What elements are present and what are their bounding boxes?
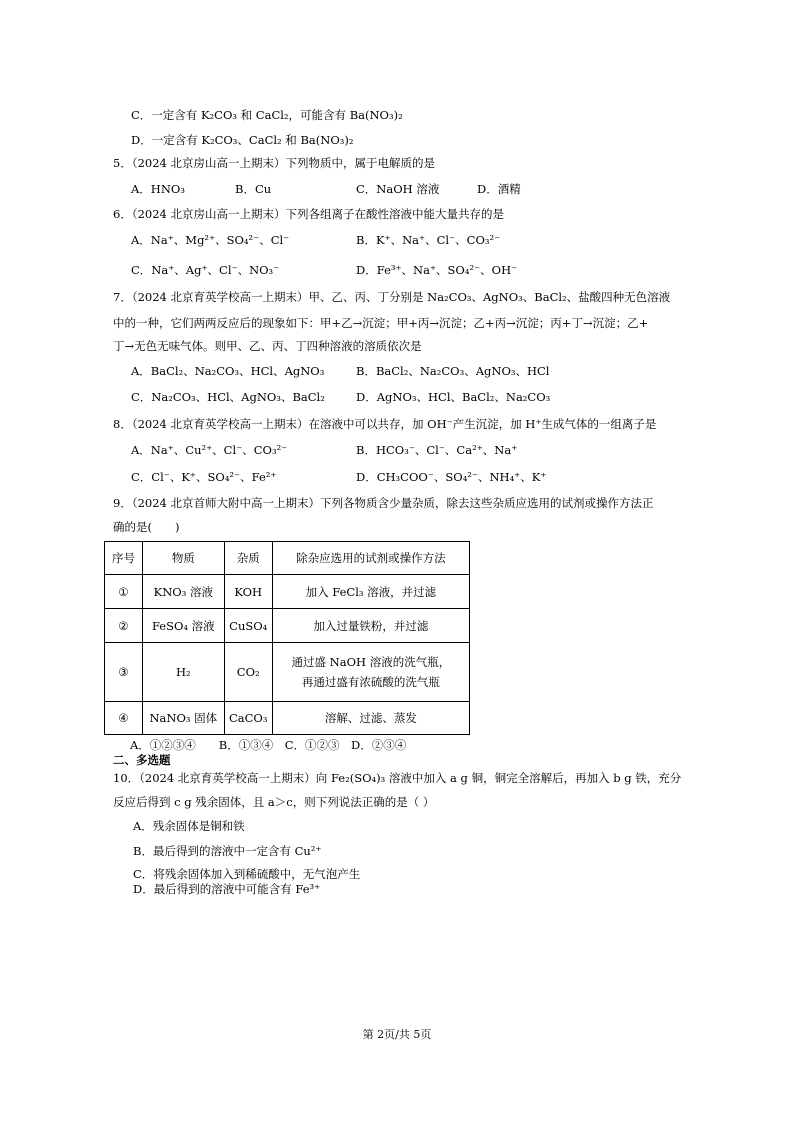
table-cell: CO₂ <box>224 643 272 702</box>
q5-option-a: A．HNO₃ <box>131 182 185 196</box>
q7-option-a: A．BaCl₂、Na₂CO₃、HCl、AgNO₃ <box>131 364 325 378</box>
q7-stem-line2: 中的一种，它们两两反应后的现象如下：甲+乙→沉淀；甲+丙→沉淀；乙+丙→沉淀；丙+丁→沉淀；乙+ <box>113 316 649 330</box>
impurity-table <box>104 541 470 735</box>
q9-stem-line1: 9．（2024 北京首师大附中高一上期末）下列各物质含少量杂质，除去这些杂质应选用的试剂或操作方法正 <box>113 496 654 510</box>
q5-option-c: C．NaOH 溶液 <box>356 182 440 196</box>
q8-option-d: D．CH₃COO⁻、SO₄²⁻、NH₄⁺、K⁺ <box>356 470 547 484</box>
q10-option-c: C．将残余固体加入到稀硫酸中，无气泡产生 <box>133 867 361 881</box>
table-row <box>105 643 470 702</box>
q10-option-b: B．最后得到的溶液中一定含有 Cu²⁺ <box>133 844 322 858</box>
q4-option-d: D．一定含有 K₂CO₃、CaCl₂ 和 Ba(NO₃)₂ <box>131 133 354 147</box>
q6-stem: 6．（2024 北京房山高一上期末）下列各组离子在酸性溶液中能大量共存的是 <box>113 207 504 221</box>
table-cell: CaCO₃ <box>224 702 272 735</box>
table-cell: ③ <box>105 643 143 702</box>
table-row <box>105 575 470 609</box>
q7-option-c: C．Na₂CO₃、HCl、AgNO₃、BaCl₂ <box>131 390 325 404</box>
table-header-row <box>105 542 470 575</box>
table-row <box>105 609 470 643</box>
table-cell-line: 再通过盛有浓硫酸的洗气瓶 <box>301 675 440 689</box>
table-cell-line: 通过盛 NaOH 溶液的洗气瓶， <box>291 655 451 669</box>
table-cell: NaNO₃ 固体 <box>142 702 224 735</box>
table-cell <box>272 643 469 702</box>
q8-option-c: C．Cl⁻、K⁺、SO₄²⁻、Fe²⁺ <box>131 470 277 484</box>
table-header-cell: 杂质 <box>224 542 272 575</box>
table-cell: ④ <box>105 702 143 735</box>
q7-stem-line3: 丁→无色无味气体。则甲、乙、丙、丁四种溶液的溶质依次是 <box>113 339 422 353</box>
table-cell: KNO₃ 溶液 <box>142 575 224 609</box>
table-header-cell: 物质 <box>142 542 224 575</box>
q5-stem: 5．（2024 北京房山高一上期末）下列物质中，属于电解质的是 <box>113 156 435 170</box>
table-cell: 加入过量铁粉，并过滤 <box>272 609 469 643</box>
table-cell: CuSO₄ <box>224 609 272 643</box>
table-cell: ① <box>105 575 143 609</box>
q10-stem-line1: 10．（2024 北京育英学校高一上期末）向 Fe₂(SO₄)₃ 溶液中加入 a g 铜，铜完全溶解后，再加入 b g 铁，充分 <box>113 771 682 785</box>
q7-option-d: D．AgNO₃、HCl、BaCl₂、Na₂CO₃ <box>356 390 551 404</box>
table-header-cell: 除杂应选用的试剂或操作方法 <box>272 542 469 575</box>
section-heading: 二、多选题 <box>113 753 171 767</box>
table-cell: FeSO₄ 溶液 <box>142 609 224 643</box>
q6-option-c: C．Na⁺、Ag⁺、Cl⁻、NO₃⁻ <box>131 263 280 277</box>
q8-stem: 8．（2024 北京育英学校高一上期末）在溶液中可以共存，加 OH⁻产生沉淀，加 H⁺生成气体的一组离子是 <box>113 417 657 431</box>
q6-option-d: D．Fe³⁺、Na⁺、SO₄²⁻、OH⁻ <box>356 263 518 277</box>
table-row <box>105 702 470 735</box>
table-cell: ② <box>105 609 143 643</box>
q10-option-a: A．残余固体是铜和铁 <box>133 819 245 833</box>
q9-options: A．①②③④ B．①③④ C．①②③ D．②③④ <box>130 738 407 752</box>
q5-option-b: B．Cu <box>235 182 272 196</box>
q6-option-b: B．K⁺、Na⁺、Cl⁻、CO₃²⁻ <box>356 233 501 247</box>
q4-option-c: C．一定含有 K₂CO₃ 和 CaCl₂，可能含有 Ba(NO₃)₂ <box>131 108 403 122</box>
q10-option-d: D．最后得到的溶液中可能含有 Fe³⁺ <box>133 882 321 896</box>
table-cell: 溶解、过滤、蒸发 <box>272 702 469 735</box>
q10-stem-line2: 反应后得到 c g 残余固体，且 a＞c，则下列说法正确的是（ ） <box>113 795 435 809</box>
table-cell: 加入 FeCl₃ 溶液，并过滤 <box>272 575 469 609</box>
q7-stem-line1: 7．（2024 北京育英学校高一上期末）甲、乙、丙、丁分别是 Na₂CO₃、AgNO₃、BaCl₂、盐酸四种无色溶液 <box>113 290 671 304</box>
page-footer: 第 2页/共 5页 <box>362 1028 432 1041</box>
q8-option-a: A．Na⁺、Cu²⁺、Cl⁻、CO₃²⁻ <box>131 443 288 457</box>
q6-option-a: A．Na⁺、Mg²⁺、SO₄²⁻、Cl⁻ <box>131 233 290 247</box>
q8-option-b: B．HCO₃⁻、Cl⁻、Ca²⁺、Na⁺ <box>356 443 518 457</box>
q5-option-d: D．酒精 <box>477 182 521 196</box>
table-cell: H₂ <box>142 643 224 702</box>
table-cell: KOH <box>224 575 272 609</box>
table-header-cell: 序号 <box>105 542 143 575</box>
q9-stem-line2: 确的是( ) <box>113 520 180 534</box>
q7-option-b: B．BaCl₂、Na₂CO₃、AgNO₃、HCl <box>356 364 550 378</box>
